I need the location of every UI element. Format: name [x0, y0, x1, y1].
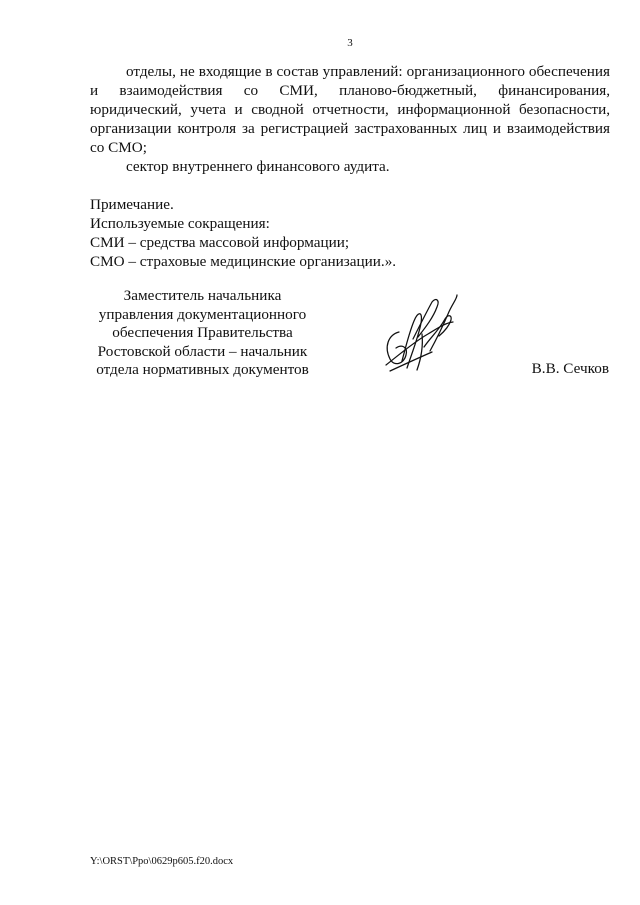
audit-sector-paragraph: сектор внутреннего финансового аудита.	[126, 158, 390, 175]
departments-paragraph: отделы, не входящие в состав управлений: организационного обеспечения и взаимодействия со СМИ, планово-бюджетный, финансирования, юридический, учета и сводной отчетности, информационной безопасности, организации контроля за регистрацией застрахованных лиц и взаимодействия со СМО;	[90, 63, 610, 156]
file-path: Y:\ORST\Ppo\0629p605.f20.docx	[90, 856, 234, 867]
note-title: Примечание.	[90, 196, 174, 213]
abbreviations-intro: Используемые сокращения:	[90, 215, 270, 232]
signer-position-line: Заместитель начальника	[123, 287, 282, 304]
paragraph-spacer	[90, 176, 610, 195]
signer-position-line: управления документационного	[98, 305, 307, 323]
signer-position	[90, 287, 315, 380]
handwritten-signature	[378, 292, 460, 376]
signer-position-line: Ростовской области – начальник	[97, 342, 308, 360]
document-body	[90, 62, 610, 271]
page-number: 3	[347, 37, 353, 49]
signer-position-line: отдела нормативных документов	[96, 361, 309, 378]
abbreviation-item: СМИ – средства массовой информации;	[90, 234, 350, 251]
signer-position-line: обеспечения Правительства	[112, 324, 293, 341]
signer-name: В.В. Сечков	[531, 360, 609, 377]
abbreviation-item: СМО – страховые медицинские организации.».	[90, 253, 397, 270]
